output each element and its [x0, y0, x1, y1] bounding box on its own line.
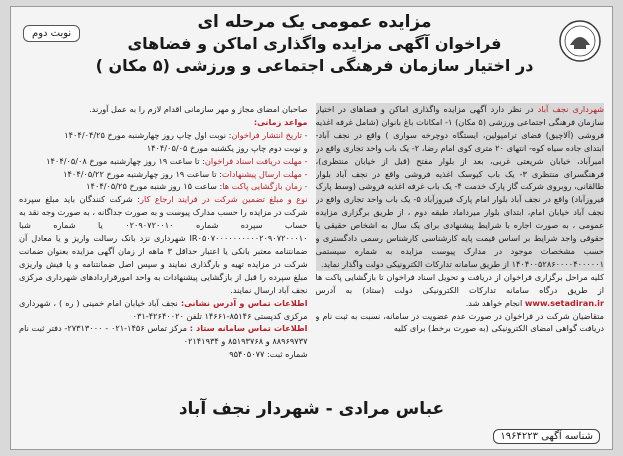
body-columns — [19, 103, 604, 395]
intro-text: در نظر دارد آگهی مزایده واگذاری اماکن و فضاهای در اختیار سازمان فرهنگی اجتماعی ورزشی (۵ مکان) ۱- امکانات باغ بانوان (شامل غرفه اغذیه فروشی (آلاچیق) فضای ترامپولین، ایستگاه دوچرخه سواری ) واقع در نجف آباد- ابتدای جاده سیاه کوه- انتهای ۲۰ متری کوی امام رضا، ۲- یک باب واحد تجاری واقع در امیرآباد، خیابان شریعتی غربی، بعد از بلوار مفتح (قبل از خیابان منتظری)، فرهنگسرای منتظری ۳- یک باب کیوسک اغذیه فروشی واقع در نجف آباد بلوار طالقانی، روبروی شرکت گاز پارک خدمت ۴- یک باب غرفه اغذیه فروشی (وسط پارک فیروزآباد) واقع در نجف آباد بلوار امام پارک فیروزآباد ۵- یک باب واحد تجاری واقع در نجف آباد خیابان امام، ابتدای بلوار میرداماد طبقه دوم ، از طریق برگزاری مزایده عمومی ، به صورت اجاره با شرایط پیشنهادی برای یک سال به اشخاص حقیقی یا حقوقی واجد شرایط بر اساس قیمت پایه کارشناسی کارشناس رسمی دادگستری و حسب مشخصات موجود در مدارک پیوست مزایده به شماره سیستمی ۱۴۰۴۰۰۵۲۸۶۰۰۰۰۴۰۰۰۰۰۱ از طریق سامانه تدارکات الکترونیکی دولت واگذار نماید. — [315, 104, 604, 269]
newspaper-ad — [10, 6, 613, 450]
date-publish-value: : نوبت اول چاپ روز چهارشنبه مورخ ۱۴۰۴/۰۴/۲۵ — [64, 129, 232, 140]
date-docs-value: : تا ساعت ۱۹ روز چهارشنبه مورخ ۱۴۰۴/۰۵/۰۸ — [46, 155, 205, 166]
contact-setad-text: مرکز تماس ۱۴۵۶-۰۲۱ - ۲۷۳۱۳۰۰۰- دفتر ثبت نام ۸۸۹۶۹۷۳۷ و ۸۵۱۹۳۷۶۸ و ۰۲۱۴۱۹۳۴ — [19, 323, 308, 347]
ad-id-badge: شناسه آگهی ۱۹۶۴۲۲۳ — [493, 429, 600, 444]
page-subtitle-2: در اختیار سازمان فرهنگی اجتماعی و ورزشی (۵ مکان ) — [95, 56, 534, 75]
right-column — [316, 103, 605, 395]
signing-instruction: صاحبان امضای مجاز و مهر سازمانی اقدام لازم را به عمل آورند. — [89, 104, 308, 114]
registration-paragraph: متقاضیان شرکت در فراخوان در صورت عدم عضویت در سامانه، نسبت به ثبت نام و دریافت گواهی امضای الکترونیکی (به صورت برخط) برای کلیه — [315, 310, 604, 334]
dates-heading: مواعد زمانی: — [253, 116, 308, 127]
date-opening-label: - زمان بازگشایی پاکت ها — [222, 181, 308, 192]
registration-number: شماره ثبت: ۹۵۴۰۵۰۷۷ — [229, 349, 308, 360]
contact-setad — [19, 322, 308, 348]
date-publish-label: - تاریخ انتشار فراخوان — [231, 129, 308, 140]
guarantee-paragraph — [19, 193, 308, 296]
procedure-paragraph — [316, 271, 605, 310]
title-block — [81, 11, 548, 77]
date-submit-value: : تا ساعت ۱۹ روز چهارشنبه مورخ ۱۴۰۴/۰۵/۲۲ — [63, 168, 222, 179]
procedure-text-end: انجام خواهد شد. — [465, 297, 525, 308]
mayor-signature: عباس مرادی - شهردار نجف آباد — [178, 399, 445, 419]
organizer-name: شهرداری نجف آباد — [537, 104, 604, 114]
contact-setad-label: اطلاعات تماس سامانه ستاد : — [189, 323, 308, 334]
page-title: مزایده عمومی یک مرحله ای — [197, 12, 432, 32]
contact-address — [19, 297, 308, 323]
contact-address-text: نجف آباد خیابان امام خمینی ( ره ) ، شهرداری مرکزی کدپستی ۸۵۱۴۶-۱۴۶۶۱ تلفن ۴۲۶۴۰۰۲۰-۰۳۱ — [19, 297, 308, 321]
procedure-text: کلیه مراحل برگزاری فراخوان از دریافت و تحویل اسناد فراخوان تا بازگشایی پاکت ها از طریق درگاه سامانه تدارکات الکترونیکی دولت (ستاد) به آدرس — [315, 271, 604, 295]
date-submit-label: - مهلت ارسال پیشنهادات — [221, 168, 308, 179]
setad-link[interactable]: www.setadiran.ir — [524, 297, 604, 308]
page-subtitle: فراخوان آگهی مزایده واگذاری اماکن و فضاهای — [127, 34, 502, 53]
date-publish — [19, 129, 308, 142]
date-submit — [19, 168, 308, 181]
intro-paragraph — [316, 103, 605, 271]
date-publish-2: و نوبت دوم چاپ روز یکشنبه مورخ ۱۴۰۴/۰۵/۰۵ — [146, 142, 308, 153]
date-docs — [19, 155, 308, 168]
date-opening-value: : ساعت ۱۵ روز شنبه مورخ ۱۴۰۴/۰۵/۲۵ — [86, 181, 223, 192]
contact-address-label: اطلاعات تماس و آدرس نشانی: — [180, 297, 308, 308]
guarantee-text: : شرکت کنندگان باید مبلغ سپرده شرکت در مزایده را حسب مدارک پیوست و به صورت جداگانه ، به صورت وجه نقد به حساب سپرده شماره ۰۲۰۹۰۷۲۰۰۱۰ یا شماره شبا IR۰۵۰۷۰۰۰۰۰۰۰۰۰۰۲۰۹۰۷۲۰۰۰۱۰ شهرداری نزد بانک رسالت واریز و یا معادل آن ضمانتنامه معتبر بانکی یا اعتبار حداقل ۳ ماهه از زمان آگهی مزایده بعنوان ضمانت شرکت در مزایده تهیه و بارگذاری نمایند و سپس اصل ضمانتنامه و یا فیش واریزی مبلغ سپرده را قبل از بازگشایی پیشنهادات به واحد امورقراردادهای شهرداری مرکزی نجف آباد ارسال نمایند. — [19, 194, 308, 295]
guarantee-label: نوع و مبلغ تضمین شرکت در فرایند ارجاع کار — [140, 194, 308, 205]
date-docs-label: - مهلت دریافت اسناد فراخوان — [204, 155, 308, 166]
left-column — [19, 103, 308, 395]
date-opening — [19, 180, 308, 193]
publication-round-badge: نوبت دوم — [23, 25, 80, 42]
municipality-seal-logo — [558, 19, 602, 63]
